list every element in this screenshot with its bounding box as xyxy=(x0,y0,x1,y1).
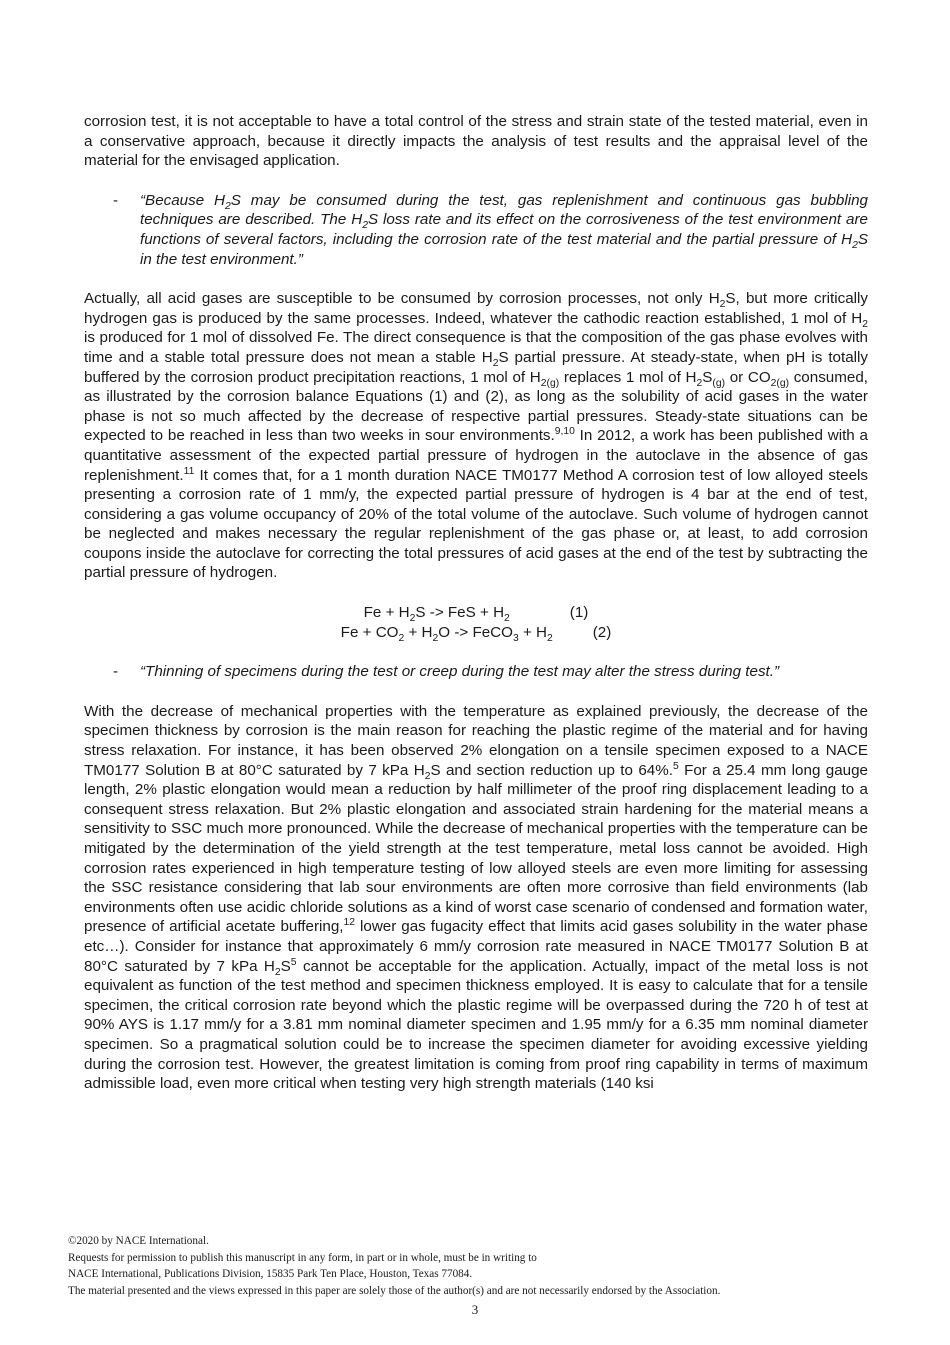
paragraph-acid-gas-consumption: Actually, all acid gases are susceptible to be consumed by corrosion processes, not only $H_2S$, but more critically hydrogen gas is produced by the same processes. Indeed, whatever the cathodic reaction established, 1 mol of $H_2$ is produced for 1 mol of dissolved Fe. The direct consequence is that the composition of the gas phase evolves with time and a stable total pressure does not mean a stable $H_2S$ partial pressure. At steady-state, when pH is totally buffered by the corrosion product precipitation reactions, 1 mol of $H_{2(g)}$ replaces 1 mol of $H_2S_{(g)}$ or $CO_{2(g)}$ consumed, as illustrated by the corrosion balance Equations (1) and (2), as long as the solubility of acid gases in the water phase is not so much affected by the decrease of respective partial pressures. Steady-state situations can be expected to be reached in less than two weeks in sour environments.$^{9,10}$ In 2012, a work has been published with a quantitative assessment of the expected partial pressure of hydrogen in the autoclave in the absence of gas replenishment.$^{11}$ It comes that, for a 1 month duration NACE TM0177 Method A corrosion test of low alloyed steels presenting a corrosion rate of 1 mm/y, the expected partial pressure of hydrogen is 4 bar at the end of test, considering a gas volume occupancy of 20% of the total volume of the autoclave. Such volume of hydrogen cannot be neglected and makes necessary the regular replenishment of the gas phase or, at least, to add corrosion coupons inside the autoclave for correcting the total pressures of acid gases at the end of the test by subtracting the partial pressure of hydrogen. xyxy=(84,290,868,582)
reference-superscript: 11 xyxy=(183,465,195,477)
equation-2: $Fe + CO_2 + H_2O$ -> FeCO$_3$ + $H_2$ (2) xyxy=(340,623,612,644)
address-line: NACE International, Publications Division, 15835 Park Ten Place, Houston, Texas 77084. xyxy=(68,1268,473,1280)
bullet-text: “Because $H_2S$ may be consumed during the test, gas replenishment and continuous gas bubbling techniques are described. The $H_2S$ loss rate and its effect on the corrosiveness of the test environment are functions of several factors, including the corrosion rate of the test material and the partial pressure of $H_2S$ in the test environment.” xyxy=(140,191,868,268)
equations-block xyxy=(84,603,868,642)
equation-number: (2) xyxy=(592,623,612,641)
bullet-text: “Thinning of specimens during the test or creep during the test may alter the stress during test.” xyxy=(140,663,780,681)
equation-1: $Fe + H_2S$ -> FeS + $H_2$ (1) xyxy=(363,604,589,625)
bullet-dash: - xyxy=(113,663,119,681)
reference-superscript: 5 xyxy=(672,760,679,772)
reference-superscript: 9,10 xyxy=(554,426,575,438)
bullet-dash: - xyxy=(113,191,119,209)
equation-number: (1) xyxy=(569,604,589,622)
paragraph-thinning-discussion: With the decrease of mechanical properties with the temperature as explained previously, the decrease of the specimen thickness by corrosion is the main reason for reaching the plastic regime of the material and for having stress relaxation. For instance, it has been observed 2% elongation on a tensile specimen exposed to a NACE TM0177 Solution B at 80°C saturated by 7 kPa $H_2S$ and section reduction up to 64%.$^5$ For a 25.4 mm long gauge length, 2% plastic elongation would mean a reduction by half millimeter of the proof ring displacement leading to a consequent stress relaxation. But 2% plastic elongation and associated strain hardening for the material means a sensitivity to SSC much more pronounced. While the decrease of mechanical properties with the temperature can be mitigated by the determination of the yield strength at the test temperature, metal loss cannot be avoided. High corrosion rates experienced in high temperature testing of low alloyed steels are even more limiting for assessing the SSC resistance considering that lab sour environments are often more corrosive than field environments (lab environments often use acidic chloride solutions as a kind of worst case scenario of condensed and formation water, presence of artificial acetate buffering,$^{12}$ lower gas fugacity effect that limits acid gases solubility in the water phase etc…). Consider for instance that approximately 6 mm/y corrosion rate measured in NACE TM0177 Solution B at 80°C saturated by 7 kPa $H_2S^5$ cannot be acceptable for the application. Actually, impact of the metal loss is not equivalent as function of the test method and specimen thickness employed. It is easy to calculate that for a tensile specimen, the critical corrosion rate beyond which the plastic regime will be overpassed during the 720 h of test at 90% AYS is 1.17 mm/y for a 3.81 mm nominal diameter specimen and 1.95 mm/y for a 6.35 mm nominal diameter specimen. So a pragmatical solution could be to increase the specimen diameter for avoiding excessive yielding during the corrosion test. However, the greatest limitation is coming from proof ring capability in terms of maximum admissible load, even more critical when testing very high strength materials (140 ksi xyxy=(84,702,869,1093)
page-number: 3 xyxy=(471,1302,479,1317)
copyright-line: ©2020 by NACE International. xyxy=(68,1235,209,1247)
bullet-quote-h2s-consumption xyxy=(84,191,868,269)
paragraph-intro: corrosion test, it is not acceptable to have a total control of the stress and strain state of the tested material, even in a conservative approach, because it directly impacts the analysis of test results and the appraisal level of the material for the envisaged application. xyxy=(84,113,868,170)
bullet-quote-thinning xyxy=(84,662,868,682)
permission-line: Requests for permission to publish this manuscript in any form, in part or in whole, must be in writing to xyxy=(68,1251,537,1264)
page-body xyxy=(84,112,868,1094)
disclaimer-line: The material presented and the views expressed in this paper are solely those of the author(s) and are not necessarily endorsed by the Association. xyxy=(68,1284,721,1297)
reference-superscript: 5 xyxy=(290,956,297,968)
copyright-footer xyxy=(68,1233,882,1299)
reference-superscript: 12 xyxy=(343,917,355,929)
